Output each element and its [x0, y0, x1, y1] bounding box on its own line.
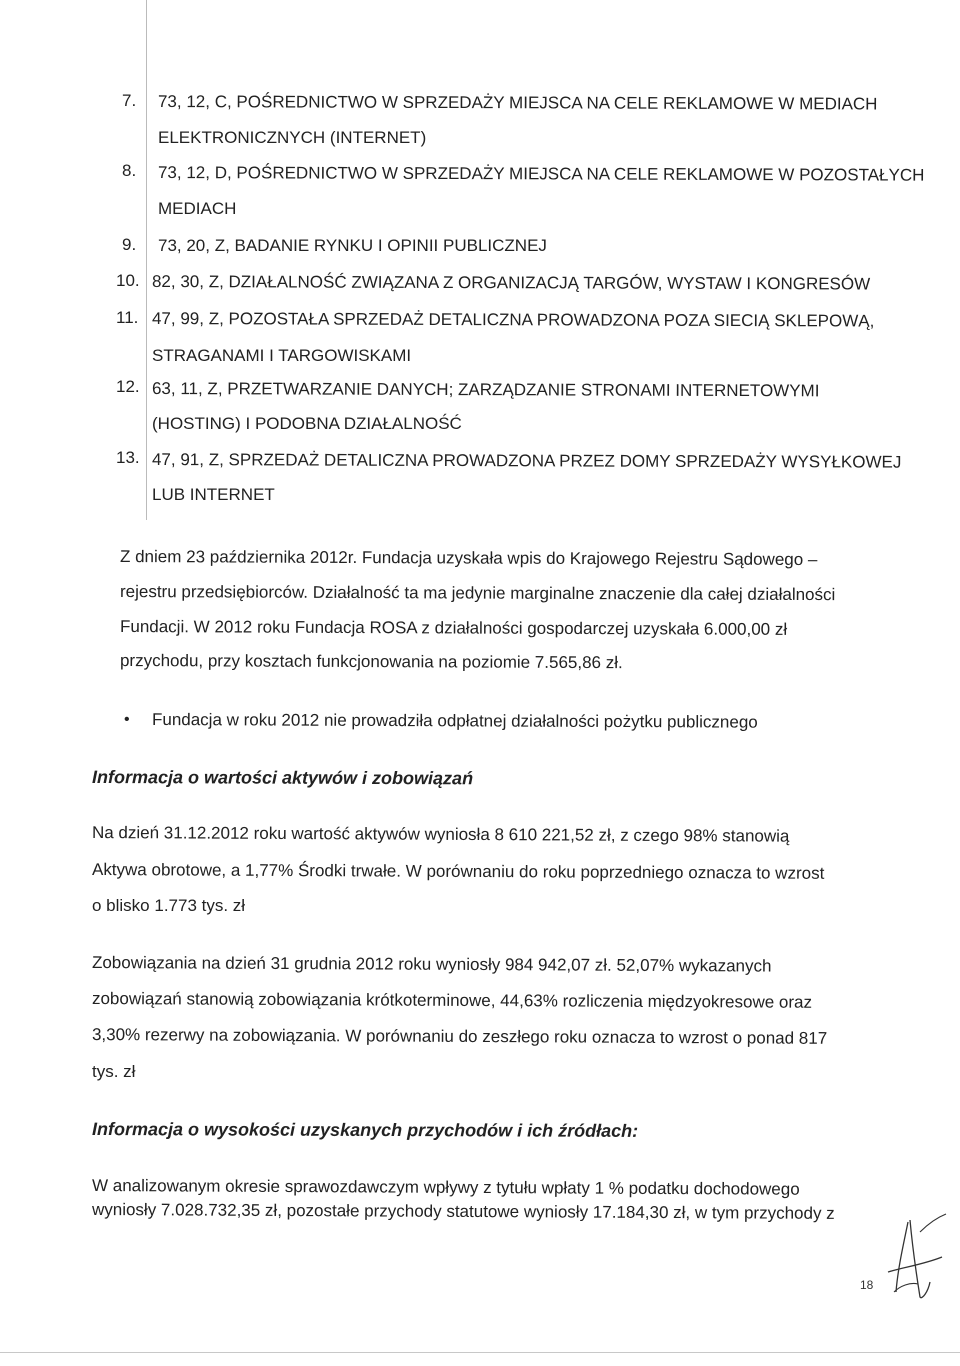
section-heading-revenue: Informacja o wysokości uzyskanych przychodów i ich źródłach:: [91, 1119, 639, 1141]
paragraph-line: Zobowiązania na dzień 31 grudnia 2012 roku wyniosły 984 942,07 zł. 52,07% wykazanych: [91, 953, 772, 976]
list-item-line: LUB INTERNET: [152, 485, 275, 504]
bullet-text: Fundacja w roku 2012 nie prowadziła odpłatnej działalności pożytku publicznego: [151, 710, 758, 732]
list-item-line: (HOSTING) I PODOBNA DZIAŁALNOŚĆ: [152, 414, 462, 433]
scan-edge-line: [0, 1352, 960, 1353]
list-item-line: 47, 99, Z, POZOSTAŁA SPRZEDAŻ DETALICZNA PROWADZONA POZA SIECIĄ SKLEPOWĄ,: [151, 309, 875, 331]
list-number: 13.: [116, 448, 140, 467]
list-number: 7.: [122, 91, 137, 110]
list-number: 12.: [116, 377, 140, 396]
paragraph-line: o blisko 1.773 tys. zł: [92, 896, 246, 915]
paragraph-line: W analizowanym okresie sprawozdawczym wpływy z tytułu wpłaty 1 % podatku dochodowego: [91, 1176, 800, 1199]
paragraph-line: Fundacji. W 2012 roku Fundacja ROSA z działalności gospodarczej uzyskała 6.000,00 zł: [119, 617, 788, 639]
paragraph-line: Z dniem 23 października 2012r. Fundacja uzyskała wpis do Krajowego Rejestru Sądowego –: [119, 547, 818, 570]
list-item-line: 73, 20, Z, BADANIE RYNKU I OPINII PUBLICZNEJ: [158, 236, 547, 255]
list-number: 11.: [116, 308, 139, 327]
paragraph-line: przychodu, przy kosztach funkcjonowania na poziomie 7.565,86 zł.: [119, 651, 623, 673]
scan-fold-line: [146, 0, 147, 520]
page-number: 18: [860, 1278, 874, 1292]
list-item-line: 73, 12, C, POŚREDNICTWO W SPRZEDAŻY MIEJSCA NA CELE REKLAMOWE W MEDIACH: [157, 92, 878, 114]
list-number: 8.: [122, 161, 137, 180]
paragraph-line: 3,30% rezerwy na zobowiązania. W porównaniu do zeszłego roku oznacza to wzrost o ponad 817: [91, 1025, 828, 1048]
paragraph-line: wyniosły 7.028.732,35 zł, pozostałe przychody statutowe wyniosły 17.184,30 zł, w tym przychody z: [91, 1200, 835, 1223]
section-heading-assets: Informacja o wartości aktywów i zobowiązań: [91, 767, 474, 789]
handwritten-initials: [880, 1212, 950, 1307]
list-item-line: MEDIACH: [158, 199, 237, 218]
paragraph-line: Na dzień 31.12.2012 roku wartość aktywów wyniosła 8 610 221,52 zł, z czego 98% stanowią: [91, 823, 790, 846]
paragraph-line: rejestru przedsiębiorców. Działalność ta ma jedynie marginalne znaczenie dla całej działalności: [119, 582, 836, 605]
list-item-line: 82, 30, Z, DZIAŁALNOŚĆ ZWIĄZANA Z ORGANIZACJĄ TARGÓW, WYSTAW I KONGRESÓW: [151, 272, 871, 294]
paragraph-line: tys. zł: [92, 1062, 136, 1081]
paragraph-line: Aktywa obrotowe, a 1,77% Środki trwałe. W porównaniu do roku poprzedniego oznacza to wzrost: [91, 860, 825, 883]
list-item-line: STRAGANAMI I TARGOWISKAMI: [152, 346, 412, 365]
list-item-line: 73, 12, D, POŚREDNICTWO W SPRZEDAŻY MIEJSCA NA CELE REKLAMOWE W POZOSTAŁYCH: [157, 163, 925, 185]
paragraph-line: zobowiązań stanowią zobowiązania krótkoterminowe, 44,63% rozliczenia międzyokresowe oraz: [91, 989, 813, 1012]
list-item-line: 63, 11, Z, PRZETWARZANIE DANYCH; ZARZĄDZANIE STRONAMI INTERNETOWYMI: [151, 379, 820, 401]
list-number: 10.: [116, 271, 140, 290]
list-number: 9.: [122, 235, 137, 254]
bullet-symbol: •: [124, 711, 130, 728]
list-item-line: 47, 91, Z, SPRZEDAŻ DETALICZNA PROWADZONA PRZEZ DOMY SPRZEDAŻY WYSYŁKOWEJ: [151, 450, 902, 472]
list-item-line: ELEKTRONICZNYCH (INTERNET): [158, 128, 427, 147]
